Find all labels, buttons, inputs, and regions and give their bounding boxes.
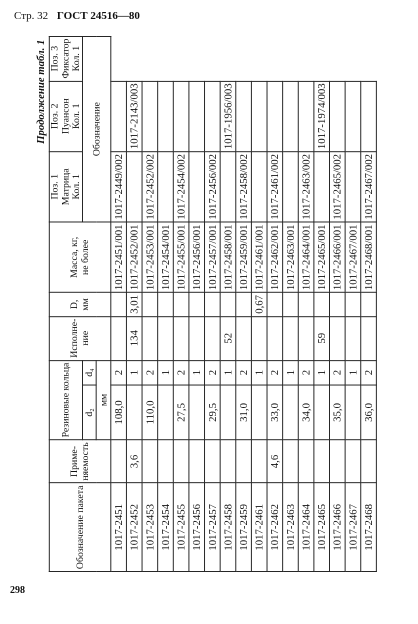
cell-execution: 1	[126, 360, 142, 385]
cell-designation: 1017-2461	[251, 483, 267, 571]
table-body	[111, 36, 377, 571]
table-row	[345, 36, 361, 571]
cell-D	[330, 316, 346, 360]
cell-D	[173, 316, 189, 360]
gost-number: ГОСТ 24516—80	[56, 10, 140, 22]
cell-designation: 1017-2454	[158, 483, 174, 571]
cell-pos1: 1017-2463/001	[283, 222, 299, 293]
cell-d4: 36,0	[361, 385, 377, 440]
cell-d4: 108,0	[111, 385, 127, 440]
cell-pos2: 1017-2456/002	[205, 152, 221, 223]
table-caption: Продолжение табл. 1	[35, 39, 47, 144]
cell-mass	[283, 293, 299, 317]
page-prefix: Стр. 32	[14, 10, 49, 22]
cell-pos1: 1017-2458/001	[220, 222, 236, 293]
cell-execution: 2	[330, 360, 346, 385]
cell-d2	[236, 440, 252, 483]
cell-pos1: 1017-2464/001	[298, 222, 314, 293]
col-mass: Масса, кг, не более	[49, 222, 111, 293]
cell-pos3	[298, 81, 314, 152]
cell-D	[267, 316, 283, 360]
cell-execution: 2	[205, 360, 221, 385]
cell-pos1: 1017-2461/001	[251, 222, 267, 293]
cell-execution: 2	[267, 360, 283, 385]
cell-d4	[283, 385, 299, 440]
table-row	[236, 36, 252, 571]
cell-D	[205, 316, 221, 360]
cell-d4: 34,0	[298, 385, 314, 440]
cell-mass	[236, 293, 252, 317]
cell-pos3	[173, 81, 189, 152]
cell-mass	[330, 293, 346, 317]
cell-pos2: 1017-2458/002	[236, 152, 252, 223]
cell-pos3	[267, 81, 283, 152]
cell-pos2	[126, 152, 142, 223]
cell-pos2: 1017-2463/002	[298, 152, 314, 223]
cell-mass	[220, 293, 236, 317]
table-row	[142, 36, 158, 571]
cell-d2	[345, 440, 361, 483]
cell-d4	[126, 385, 142, 440]
cell-designation: 1017-2452	[126, 483, 142, 571]
cell-pos3	[111, 81, 127, 152]
cell-pos1: 1017-2466/001	[330, 222, 346, 293]
cell-d4	[189, 385, 205, 440]
cell-pos2: 1017-2461/002	[267, 152, 283, 223]
cell-d4: 27,5	[173, 385, 189, 440]
cell-pos3	[283, 81, 299, 152]
cell-pos3	[361, 81, 377, 152]
cell-pos2	[220, 152, 236, 223]
table-row	[251, 36, 267, 571]
cell-pos1: 1017-2467/001	[345, 222, 361, 293]
cell-execution: 2	[111, 360, 127, 385]
cell-pos3	[330, 81, 346, 152]
cell-d2	[111, 440, 127, 483]
cell-pos2	[283, 152, 299, 223]
cell-d4: 35,0	[330, 385, 346, 440]
cell-execution: 2	[361, 360, 377, 385]
cell-mass	[142, 293, 158, 317]
cell-pos3: 1017-1974/003	[314, 81, 330, 152]
cell-pos1: 1017-2451/001	[111, 222, 127, 293]
cell-pos1: 1017-2465/001	[314, 222, 330, 293]
col-d: D, мм	[49, 293, 111, 317]
cell-mass	[345, 293, 361, 317]
cell-d2	[283, 440, 299, 483]
cell-pos3	[345, 81, 361, 152]
cell-pos2	[158, 152, 174, 223]
cell-execution: 2	[142, 360, 158, 385]
table-row	[111, 36, 127, 571]
cell-pos3: 1017-2143/003	[126, 81, 142, 152]
cell-pos3	[236, 81, 252, 152]
table-row	[173, 36, 189, 571]
cell-pos3: 1017-1956/003	[220, 81, 236, 152]
cell-mass	[205, 293, 221, 317]
cell-d4	[158, 385, 174, 440]
cell-execution: 1	[345, 360, 361, 385]
cell-D	[189, 316, 205, 360]
cell-designation: 1017-2458	[220, 483, 236, 571]
cell-d2	[330, 440, 346, 483]
cell-designation: 1017-2468	[361, 483, 377, 571]
table-row	[361, 36, 377, 571]
cell-execution: 1	[158, 360, 174, 385]
cell-pos3	[158, 81, 174, 152]
cell-d2: 4,6	[267, 440, 283, 483]
cell-D	[142, 316, 158, 360]
cell-execution: 2	[236, 360, 252, 385]
cell-d4	[314, 385, 330, 440]
cell-D	[251, 316, 267, 360]
cell-d4: 31,0	[236, 385, 252, 440]
cell-designation: 1017-2456	[189, 483, 205, 571]
cell-pos3	[189, 81, 205, 152]
cell-designation: 1017-2459	[236, 483, 252, 571]
cell-mass: 0,67	[251, 293, 267, 317]
cell-pos3	[142, 81, 158, 152]
cell-mass: 3,01	[126, 293, 142, 317]
col-d4: d₄	[82, 360, 96, 385]
cell-execution: 1	[314, 360, 330, 385]
cell-mass	[267, 293, 283, 317]
cell-pos2: 1017-2465/002	[330, 152, 346, 223]
table-row	[314, 36, 330, 571]
table-row	[267, 36, 283, 571]
cell-pos2: 1017-2454/002	[173, 152, 189, 223]
cell-D: 59	[314, 316, 330, 360]
cell-d2	[251, 440, 267, 483]
col-d2: d₂	[82, 385, 96, 440]
cell-D	[283, 316, 299, 360]
cell-pos1: 1017-2456/001	[189, 222, 205, 293]
cell-d2	[158, 440, 174, 483]
cell-d4	[251, 385, 267, 440]
cell-pos1: 1017-2468/001	[361, 222, 377, 293]
cell-designation: 1017-2451	[111, 483, 127, 571]
cell-d4: 29,5	[205, 385, 221, 440]
cell-pos2	[314, 152, 330, 223]
page-number: 298	[10, 585, 25, 596]
cell-execution: 1	[283, 360, 299, 385]
cell-designation: 1017-2464	[298, 483, 314, 571]
cell-pos1: 1017-2454/001	[158, 222, 174, 293]
col-execution: Исполне- ние	[49, 316, 111, 360]
cell-d2	[314, 440, 330, 483]
cell-d2	[142, 440, 158, 483]
table-row	[283, 36, 299, 571]
cell-mass	[298, 293, 314, 317]
cell-D	[298, 316, 314, 360]
cell-mass	[173, 293, 189, 317]
cell-pos2: 1017-2449/002	[111, 152, 127, 223]
cell-pos3	[251, 81, 267, 152]
cell-d2	[189, 440, 205, 483]
col-designation: Обозначение пакета	[49, 483, 111, 571]
cell-d4: 110,0	[142, 385, 158, 440]
table-row	[298, 36, 314, 571]
cell-D: 134	[126, 316, 142, 360]
cell-d4	[220, 385, 236, 440]
cell-D	[345, 316, 361, 360]
col-mm-unit: мм	[96, 360, 111, 440]
cell-mass	[111, 293, 127, 317]
cell-designation: 1017-2465	[314, 483, 330, 571]
cell-pos2	[345, 152, 361, 223]
cell-designation: 1017-2455	[173, 483, 189, 571]
cell-mass	[158, 293, 174, 317]
cell-d4	[345, 385, 361, 440]
table-row	[158, 36, 174, 571]
cell-pos1: 1017-2452/001	[126, 222, 142, 293]
cell-execution: 2	[173, 360, 189, 385]
col-designations-sub: Обозначение	[82, 36, 110, 222]
col-pos1: Поз. 1 Матрица Кол. 1	[49, 152, 82, 223]
table-wrapper	[35, 36, 377, 572]
cell-mass	[361, 293, 377, 317]
cell-D	[111, 316, 127, 360]
col-rubber-rings: Резиновые кольца	[49, 360, 82, 440]
cell-pos1: 1017-2462/001	[267, 222, 283, 293]
cell-d2	[361, 440, 377, 483]
cell-pos2	[189, 152, 205, 223]
table-row	[220, 36, 236, 571]
cell-pos1: 1017-2457/001	[205, 222, 221, 293]
cell-D	[361, 316, 377, 360]
cell-D: 52	[220, 316, 236, 360]
cell-d2	[220, 440, 236, 483]
table-row	[126, 36, 142, 571]
cell-d2	[298, 440, 314, 483]
cell-execution: 1	[220, 360, 236, 385]
cell-d4: 33,0	[267, 385, 283, 440]
cell-designation: 1017-2467	[345, 483, 361, 571]
cell-d2	[173, 440, 189, 483]
cell-pos1: 1017-2459/001	[236, 222, 252, 293]
parts-table	[35, 36, 377, 572]
col-applicability: Примe- няемость	[49, 440, 111, 483]
cell-designation: 1017-2466	[330, 483, 346, 571]
cell-pos2: 1017-2467/002	[361, 152, 377, 223]
cell-D	[236, 316, 252, 360]
cell-pos1: 1017-2455/001	[173, 222, 189, 293]
cell-designation: 1017-2453	[142, 483, 158, 571]
cell-pos2	[251, 152, 267, 223]
col-pos3: Поз. 3 Фиксатор Кол. 1	[49, 36, 82, 81]
cell-designation: 1017-2457	[205, 483, 221, 571]
cell-designation: 1017-2462	[267, 483, 283, 571]
col-pos2: Поз. 2 Пуансон Кол. 1	[49, 81, 82, 152]
table-row	[330, 36, 346, 571]
cell-mass	[314, 293, 330, 317]
cell-pos1: 1017-2453/001	[142, 222, 158, 293]
cell-execution: 1	[251, 360, 267, 385]
cell-designation: 1017-2463	[283, 483, 299, 571]
table-row	[205, 36, 221, 571]
cell-d2: 3,6	[126, 440, 142, 483]
cell-execution: 2	[298, 360, 314, 385]
cell-pos3	[205, 81, 221, 152]
cell-D	[158, 316, 174, 360]
table-row	[189, 36, 205, 571]
cell-execution: 1	[189, 360, 205, 385]
cell-pos2: 1017-2452/002	[142, 152, 158, 223]
cell-d2	[205, 440, 221, 483]
cell-mass	[189, 293, 205, 317]
